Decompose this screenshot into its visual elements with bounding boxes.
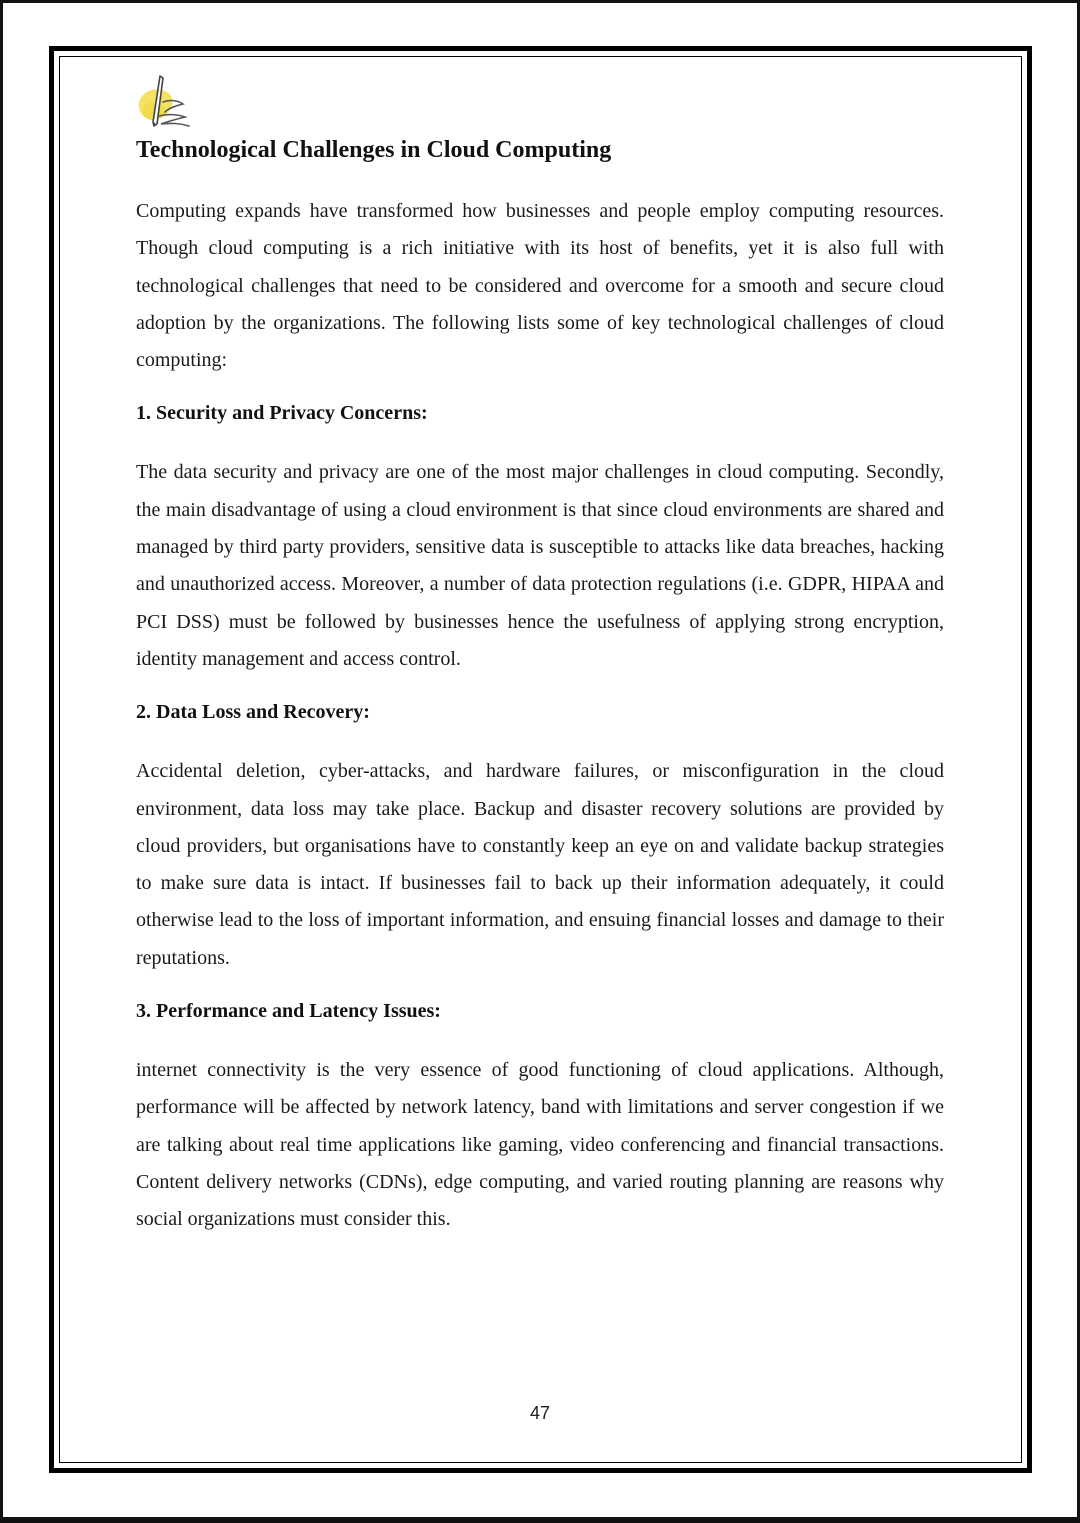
section-body-security: The data security and privacy are one of the most major challenges in cloud computing. Secondly, the main disadvantage of using a cloud environment is that since cloud environments are shared and managed by third party providers, sensitive data is susceptible to attacks like data breaches, hacking and unauthorized access. Moreover, a number of data protection regulations (i.e. GDPR, HIPAA and PCI DSS) must be followed by businesses hence the usefulness of applying strong encryption, identity management and access control. <box>136 461 944 670</box>
section-body-performance: internet connectivity is the very essence of good functioning of cloud applications. Although, performance will be affected by network latency, band with limitations and server congestion if we are talking about real time applications like gaming, video conferencing and financial transactions. Content delivery networks (CDNs), edge computing, and varied routing planning are reasons why social organizations must consider this. <box>136 1059 944 1231</box>
section-heading-performance: 3. Performance and Latency Issues: <box>136 1000 441 1023</box>
page-number: 47 <box>529 1403 551 1423</box>
section-body-data-loss: Accidental deletion, cyber-attacks, and hardware failures, or misconfiguration in the cloud environment, data loss may take place. Backup and disaster recovery solutions are provided by cloud providers, but organisations have to constantly keep an eye on and validate backup strategies to make sure data is intact. If businesses fail to back up their information adequately, it could otherwise lead to the loss of important information, and ensuing financial losses and damage to their reputations. <box>136 760 944 969</box>
pen-writing-icon <box>133 72 203 132</box>
section-heading-security: 1. Security and Privacy Concerns: <box>136 402 428 425</box>
page-title: Technological Challenges in Cloud Computing <box>136 137 612 163</box>
section-heading-data-loss: 2. Data Loss and Recovery: <box>136 701 370 724</box>
page-content <box>136 133 944 1239</box>
intro-paragraph: Computing expands have transformed how businesses and people employ computing resources. Though cloud computing is a rich initiative with its host of benefits, yet it is also full with technological challenges that need to be considered and overcome for a smooth and secure cloud adoption by the organizations. The following lists some of key technological challenges of cloud computing: <box>136 200 944 372</box>
